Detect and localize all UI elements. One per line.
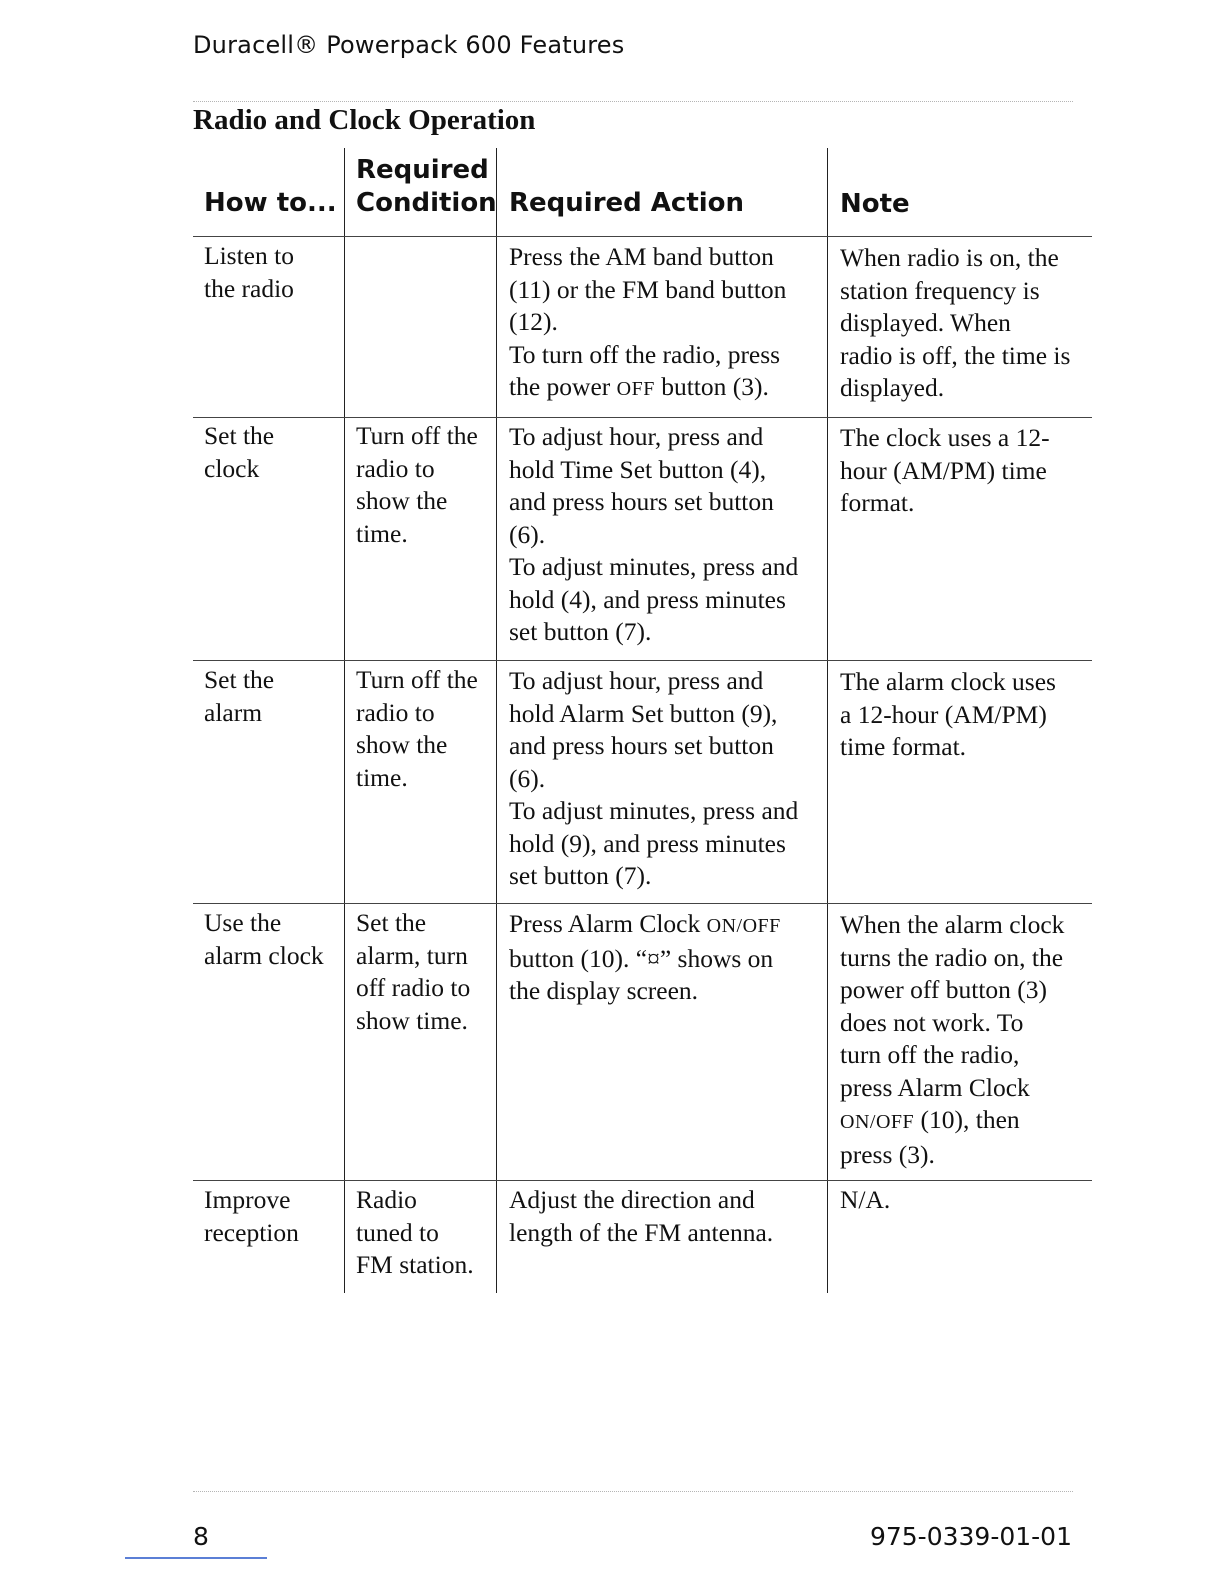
section-title: Radio and Clock Operation [193,104,536,136]
header-note: Note [840,189,910,219]
off-small-caps: OFF [616,378,655,400]
header-row-divider [193,236,1092,237]
column-divider [827,148,828,1293]
cell-how-to: Use the alarm clock [204,908,324,970]
cell-note: The clock uses a 12- hour (AM/PM) time format. [840,423,1050,517]
row-divider [193,660,1092,661]
footer-divider [193,1491,1073,1492]
on-off-small-caps: ON/OFF [706,915,781,937]
cell-action: To adjust hour, press and hold Time Set button (4), and press hours set button (6). To adjust minutes, press and hold (4), and press minutes set button (7). [509,422,799,646]
on-off-small-caps: ON/OFF [840,1111,915,1133]
scan-edge-mark [125,1557,267,1559]
action-text-end: button (10). “¤” shows on the display screen. [509,943,774,1005]
action-text-end: button (3). [654,372,769,401]
note-text: When the alarm clock turns the radio on, the power off button (3) does not work. To turn off the radio, press Alarm Clock [840,910,1065,1102]
cell-note: When radio is on, the station frequency is displayed. When radio is off, the time is displayed. [840,243,1071,402]
cell-action [509,908,781,1008]
cell-action [509,241,786,406]
cell-note: The alarm clock uses a 12-hour (AM/PM) time format. [840,667,1056,761]
cell-condition: Turn off the radio to show the time. [356,665,478,792]
document-number: 975-0339-01-01 [869,1522,1072,1551]
cell-note: N/A. [840,1185,891,1214]
row-divider [193,1180,1092,1181]
header-required-action: Required Action [509,188,745,218]
action-text: Press the AM band button (11) or the FM band button (12). To turn off the radio, press the power [509,242,787,401]
cell-condition: Set the alarm, turn off radio to show time. [356,908,471,1035]
page-number: 8 [193,1522,209,1551]
cell-action: To adjust hour, press and hold Alarm Set button (9), and press hours set button (6). To adjust minutes, press and hold (9), and press minutes set button (7). [509,666,799,890]
running-header: Duracell® Powerpack 600 Features [193,31,625,59]
cell-how-to: Listen to the radio [204,241,294,303]
action-text: Press Alarm Clock [509,909,707,938]
column-divider [344,148,345,1293]
cell-how-to: Set the alarm [204,665,275,727]
cell-condition: Radio tuned to FM station. [356,1185,474,1279]
cell-how-to: Set the clock [204,421,275,483]
note-text-end: (10), then press (3). [840,1105,1020,1169]
header-divider [193,101,1073,102]
header-how-to: How to... [204,188,337,218]
cell-how-to: Improve reception [204,1185,299,1247]
cell-action: Adjust the direction and length of the FM antenna. [509,1185,774,1247]
column-divider [496,148,497,1293]
cell-note [840,909,1064,1171]
row-divider [193,417,1092,418]
header-required-condition: Required Condition [356,155,497,218]
row-divider [193,903,1092,904]
cell-condition: Turn off the radio to show the time. [356,421,478,548]
